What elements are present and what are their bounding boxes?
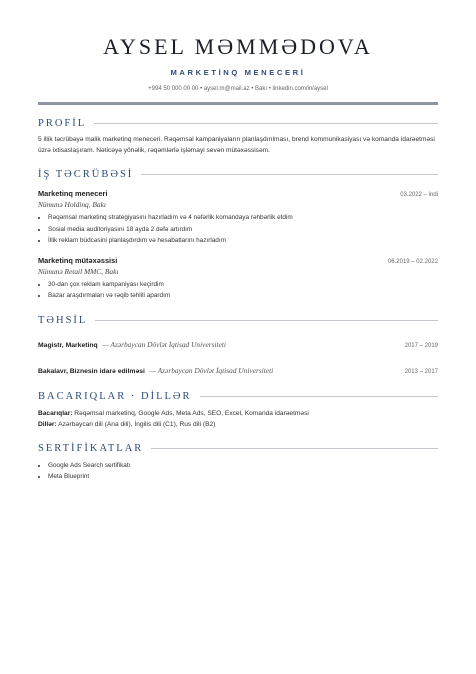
section-title-profile: PROFİL [38, 118, 87, 129]
languages-label: Dillər: [38, 420, 57, 428]
certificate-item: • Meta Blueprint [48, 471, 438, 483]
job-bullets [38, 212, 438, 247]
certificate-item: • Google Ads Search sertifikatı [48, 460, 438, 472]
job-bullet: • 30-dan çox reklam kampaniyası keçirdim [48, 279, 438, 291]
education-school: — Azərbaycan Dövlət İqtisad Universiteti [149, 365, 274, 375]
skills-line [38, 408, 438, 419]
header-divider [38, 102, 438, 105]
job-title: Marketinq meneceri [38, 189, 108, 198]
section-title-education: TƏHSİL [38, 314, 88, 326]
job-bullet: • Bazar araşdırmaları və rəqib təhlili apardım [48, 290, 438, 302]
section-title-certificates: SERTİFİKATLAR [38, 442, 144, 454]
job-bullets [38, 279, 438, 302]
section-divider [95, 320, 438, 321]
skills-label: Bacarıqlar: [38, 409, 73, 417]
section-divider [151, 448, 438, 449]
job-company: Nümunə Holdinq, Bakı [38, 200, 106, 209]
skills-block [38, 408, 438, 430]
section-divider [200, 396, 439, 397]
languages-value: Azərbaycan dili (Ana dili), İngilis dili (C1), Rus dili (B2) [58, 420, 216, 428]
section-title-experience: İŞ TƏCRÜBƏSİ [38, 169, 134, 180]
education-entry [38, 360, 438, 378]
candidate-name: AYSEL MƏMMƏDOVA [103, 34, 373, 59]
job-title-header: MARKETİNQ MENECERİ [170, 68, 306, 77]
skills-value: Rəqəmsal marketinq, Google Ads, Meta Ads, SEO, Excel, Komanda idarəetməsi [74, 409, 309, 417]
education-degree: Bakalavr, Biznesin idarə edilməsi [38, 367, 145, 375]
section-title-skills: BACARIQLAR · DİLLƏR [38, 390, 192, 402]
job-company: Nümunə Retail MMC, Bakı [38, 266, 119, 276]
contact-line: +994 50 000 00 00 • aysel.m@mail.az • Bakı • linkedin.com/in/aysel [148, 86, 328, 92]
skills-section-heading [38, 391, 438, 402]
education-school: — Azərbaycan Dövlət İqtisad Universiteti [102, 339, 226, 349]
certificates-section-heading [38, 443, 438, 454]
languages-line [38, 419, 438, 430]
job-date: 03.2022 – indi [400, 192, 438, 198]
education-section-heading [38, 315, 438, 326]
section-divider [94, 123, 438, 124]
job-title: Marketinq mütəxəssisi [38, 255, 118, 265]
experience-section-heading [38, 169, 438, 180]
profile-section-heading [38, 118, 438, 129]
job-bullet: • İllik reklam büdcəsini planlaşdırdım və hesabatlarını hazırladım [48, 235, 438, 247]
education-years: 2013 – 2017 [404, 368, 438, 375]
job-bullet: • Sosial media auditoriyasını 18 ayda 2 dəfə artırdım [48, 224, 438, 236]
job-bullet: • Rəqəmsal marketinq strategiyasını hazırladım və 4 nəfərlik komandaya rəhbərlik etdim [48, 212, 438, 224]
education-entry [38, 334, 438, 352]
job-date: 06.2019 – 02.2022 [387, 258, 438, 265]
profile-text: 5 illik təcrübəyə malik marketinq meneceri. Rəqəmsal kampaniyaların planlaşdırılması, brend kommunikasiyası və komanda idarəetməsi üzrə ixtisaslaşıram. Nəticəyə yönəlik, rəqəmlərlə işləmayi sevən mütəxəssisəm. [38, 136, 435, 154]
education-degree: Magistr, Marketinq [38, 341, 98, 349]
section-divider [141, 174, 438, 175]
certificates-list [38, 460, 438, 483]
education-years: 2017 – 2019 [404, 342, 438, 349]
job-entry [38, 256, 438, 302]
job-entry [38, 189, 438, 247]
